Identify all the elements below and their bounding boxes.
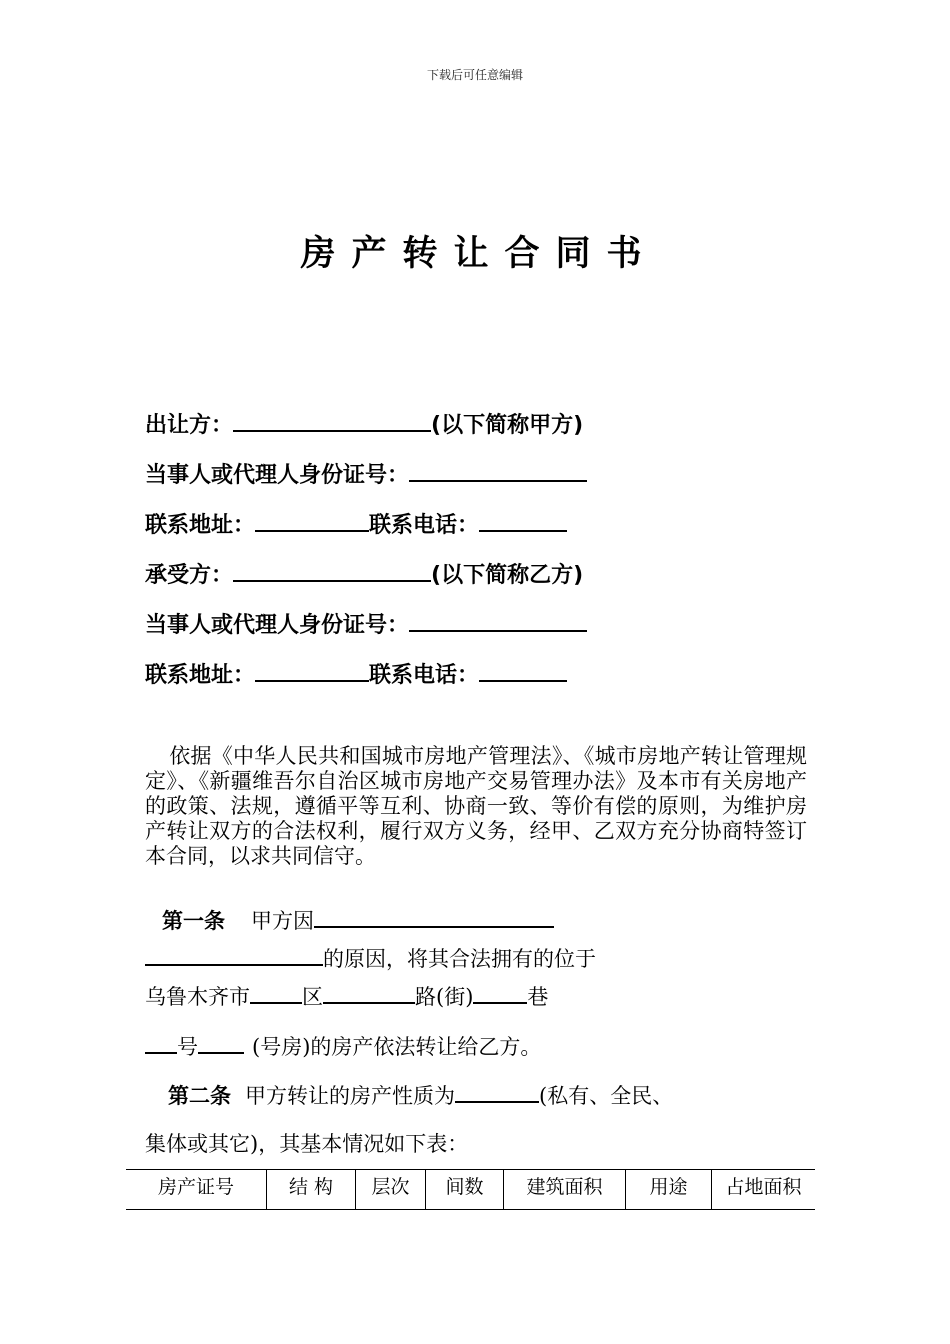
buyer-contact-line <box>145 658 567 691</box>
seller-id-label: 当事人或代理人身份证号： <box>145 463 410 488</box>
seller-line <box>145 408 583 441</box>
article1-text-c: (号房)的房产依法转让给乙方。 <box>252 1035 542 1059</box>
room-blank[interactable] <box>198 1032 244 1054</box>
road-label: 路(街) <box>415 985 474 1009</box>
lane-label: 巷 <box>527 985 549 1009</box>
reason-blank-2[interactable] <box>145 944 323 966</box>
buyer-line <box>145 558 583 591</box>
preamble-paragraph <box>145 744 807 869</box>
table-header-cell: 占地面积 <box>712 1170 816 1210</box>
buyer-label: 承受方： <box>145 563 234 588</box>
property-nature-blank[interactable] <box>455 1081 539 1103</box>
seller-label: 出让方： <box>145 413 234 438</box>
district-label: 区 <box>302 985 323 1009</box>
buyer-suffix: (以下简称乙方) <box>431 563 584 588</box>
road-blank[interactable] <box>323 982 415 1004</box>
buyer-id-line <box>145 608 587 641</box>
article1-heading: 第一条 <box>162 909 225 933</box>
seller-address-label: 联系地址： <box>145 513 256 538</box>
table-header-cell: 建筑面积 <box>504 1170 626 1210</box>
table-header-row <box>126 1170 815 1210</box>
buyer-phone-blank[interactable] <box>479 658 567 682</box>
seller-address-blank[interactable] <box>255 508 369 532</box>
header-note: 下载后可任意编辑 <box>426 68 523 82</box>
preamble-text: 依据《中华人民共和国城市房地产管理法》、《城市房地产转让管理规定》、《新疆维吾尔自治区城市房地产交易管理办法》及本市有关房地产的政策、法规，遵循平等互利、协商一致、等价有偿的原则，为维护房产转让双方的合法权利，履行双方义务，经甲、乙双方充分协商特签订本合同，以求共同信守。 <box>145 744 807 868</box>
number-label: 号 <box>177 1035 198 1059</box>
district-blank[interactable] <box>250 982 302 1004</box>
article2-line1 <box>168 1081 673 1110</box>
article2-line2 <box>145 1130 468 1158</box>
buyer-name-blank[interactable] <box>233 558 431 582</box>
seller-id-blank[interactable] <box>409 458 587 482</box>
reason-blank[interactable] <box>314 906 554 928</box>
article1-line3 <box>145 982 548 1011</box>
seller-phone-label: 联系电话： <box>369 513 480 538</box>
seller-suffix: (以下简称甲方) <box>431 413 584 438</box>
table-header-cell: 间数 <box>426 1170 504 1210</box>
article1-line1 <box>162 906 554 935</box>
seller-contact-line <box>145 508 567 541</box>
lane-blank[interactable] <box>473 982 527 1004</box>
seller-phone-blank[interactable] <box>479 508 567 532</box>
buyer-address-blank[interactable] <box>255 658 369 682</box>
article1-line4 <box>145 1032 541 1061</box>
table-header-cell: 用途 <box>626 1170 712 1210</box>
buyer-id-label: 当事人或代理人身份证号： <box>145 613 410 638</box>
table-header-cell: 层次 <box>356 1170 426 1210</box>
buyer-phone-label: 联系电话： <box>369 663 480 688</box>
article2-text-c: 集体或其它)，其基本情况如下表： <box>145 1132 469 1156</box>
article1-text-a: 甲方因 <box>251 909 314 933</box>
seller-name-blank[interactable] <box>233 408 431 432</box>
table-header-cell: 房产证号 <box>126 1170 267 1210</box>
article2-heading: 第二条 <box>168 1084 231 1108</box>
city-label: 乌鲁木齐市 <box>145 985 250 1009</box>
document-title: 房产转让合同书 <box>300 233 658 274</box>
buyer-id-blank[interactable] <box>409 608 587 632</box>
buyer-address-label: 联系地址： <box>145 663 256 688</box>
table-header-cell: 结 构 <box>267 1170 356 1210</box>
property-table <box>126 1169 815 1210</box>
article2-text-b: (私有、全民、 <box>539 1084 674 1108</box>
article1-line2 <box>145 944 596 973</box>
number-blank[interactable] <box>145 1032 177 1054</box>
article2-text-a: 甲方转让的房产性质为 <box>245 1084 455 1108</box>
article1-text-b: 的原因，将其合法拥有的位于 <box>323 947 596 971</box>
seller-id-line <box>145 458 587 491</box>
